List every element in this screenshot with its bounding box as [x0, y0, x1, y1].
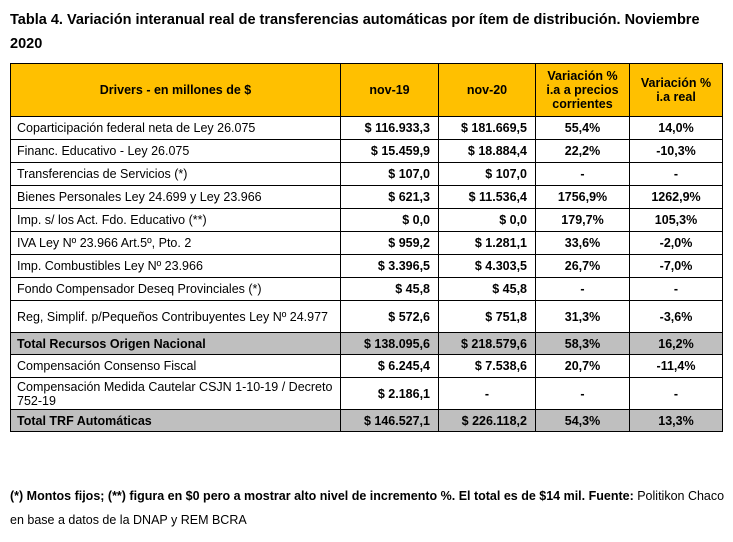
header-row — [11, 64, 723, 117]
row-label: Reg, Simplif. p/Pequeños Contribuyentes Ley Nº 24.977 — [11, 301, 341, 333]
value-nov20: - — [439, 378, 536, 410]
var-real: 1262,9% — [630, 186, 723, 209]
value-nov19: $ 146.527,1 — [341, 410, 439, 432]
value-nov20: $ 4.303,5 — [439, 255, 536, 278]
var-real: 105,3% — [630, 209, 723, 232]
footnote-source: Politikon Chaco en base a datos de la DNAP y REM BCRA — [10, 489, 725, 527]
var-real: 16,2% — [630, 333, 723, 355]
var-corrientes: - — [536, 163, 630, 186]
value-nov19: $ 0,0 — [341, 209, 439, 232]
value-nov20: $ 181.669,5 — [439, 117, 536, 140]
var-real: -2,0% — [630, 232, 723, 255]
value-nov19: $ 6.245,4 — [341, 355, 439, 378]
value-nov20: $ 45,8 — [439, 278, 536, 301]
value-nov19: $ 116.933,3 — [341, 117, 439, 140]
header-drivers: Drivers - en millones de $ — [11, 64, 341, 117]
var-corrientes: 31,3% — [536, 301, 630, 333]
value-nov19: $ 572,6 — [341, 301, 439, 333]
var-corrientes: 58,3% — [536, 333, 630, 355]
value-nov19: $ 959,2 — [341, 232, 439, 255]
table-row — [11, 278, 723, 301]
row-label: Total Recursos Origen Nacional — [11, 333, 341, 355]
var-corrientes: - — [536, 278, 630, 301]
table-row — [11, 186, 723, 209]
row-label: Transferencias de Servicios (*) — [11, 163, 341, 186]
value-nov20: $ 18.884,4 — [439, 140, 536, 163]
row-label: Total TRF Automáticas — [11, 410, 341, 432]
value-nov19: $ 15.459,9 — [341, 140, 439, 163]
total-row — [11, 410, 723, 432]
value-nov19: $ 621,3 — [341, 186, 439, 209]
table-row — [11, 355, 723, 378]
var-corrientes: 1756,9% — [536, 186, 630, 209]
value-nov20: $ 7.538,6 — [439, 355, 536, 378]
var-real: -3,6% — [630, 301, 723, 333]
table-row — [11, 255, 723, 278]
value-nov20: $ 0,0 — [439, 209, 536, 232]
var-real: - — [630, 278, 723, 301]
row-label: Coparticipación federal neta de Ley 26.075 — [11, 117, 341, 140]
row-label: Imp. s/ los Act. Fdo. Educativo (**) — [11, 209, 341, 232]
row-label: Imp. Combustibles Ley Nº 23.966 — [11, 255, 341, 278]
table-row — [11, 209, 723, 232]
header-var-corrientes: Variación % i.a a precios corrientes — [536, 64, 630, 117]
table-row — [11, 163, 723, 186]
value-nov20: $ 107,0 — [439, 163, 536, 186]
total-row — [11, 333, 723, 355]
var-corrientes: 54,3% — [536, 410, 630, 432]
row-label: Financ. Educativo - Ley 26.075 — [11, 140, 341, 163]
value-nov20: $ 226.118,2 — [439, 410, 536, 432]
var-real: -10,3% — [630, 140, 723, 163]
transfers-table — [10, 63, 723, 432]
row-label: Fondo Compensador Deseq Provinciales (*) — [11, 278, 341, 301]
header-nov20: nov-20 — [439, 64, 536, 117]
var-real: - — [630, 378, 723, 410]
var-real: - — [630, 163, 723, 186]
var-corrientes: 22,2% — [536, 140, 630, 163]
row-label: Bienes Personales Ley 24.699 y Ley 23.966 — [11, 186, 341, 209]
table-row — [11, 232, 723, 255]
value-nov20: $ 751,8 — [439, 301, 536, 333]
var-real: 14,0% — [630, 117, 723, 140]
table-row — [11, 378, 723, 410]
value-nov19: $ 107,0 — [341, 163, 439, 186]
header-nov19: nov-19 — [341, 64, 439, 117]
var-corrientes: 33,6% — [536, 232, 630, 255]
table-row — [11, 140, 723, 163]
value-nov19: $ 138.095,6 — [341, 333, 439, 355]
var-corrientes: 26,7% — [536, 255, 630, 278]
value-nov20: $ 11.536,4 — [439, 186, 536, 209]
value-nov19: $ 2.186,1 — [341, 378, 439, 410]
value-nov20: $ 218.579,6 — [439, 333, 536, 355]
footnote-bold: (*) Montos fijos; (**) figura en $0 pero a mostrar alto nivel de incremento %. El total es de $14 mil. Fuente: — [10, 489, 634, 503]
row-label: Compensación Consenso Fiscal — [11, 355, 341, 378]
var-corrientes: 55,4% — [536, 117, 630, 140]
var-real: -11,4% — [630, 355, 723, 378]
var-corrientes: - — [536, 378, 630, 410]
value-nov19: $ 3.396,5 — [341, 255, 439, 278]
row-label: Compensación Medida Cautelar CSJN 1-10-19 / Decreto 752-19 — [11, 378, 341, 410]
table-title: Tabla 4. Variación interanual real de transferencias automáticas por ítem de distribución. Noviembre 2020 — [10, 12, 700, 52]
var-corrientes: 179,7% — [536, 209, 630, 232]
table-row — [11, 301, 723, 333]
var-real: 13,3% — [630, 410, 723, 432]
footnote — [10, 484, 726, 532]
var-real: -7,0% — [630, 255, 723, 278]
var-corrientes: 20,7% — [536, 355, 630, 378]
row-label: IVA Ley Nº 23.966 Art.5º, Pto. 2 — [11, 232, 341, 255]
table-row — [11, 117, 723, 140]
header-var-real: Variación % i.a real — [630, 64, 723, 117]
value-nov20: $ 1.281,1 — [439, 232, 536, 255]
value-nov19: $ 45,8 — [341, 278, 439, 301]
